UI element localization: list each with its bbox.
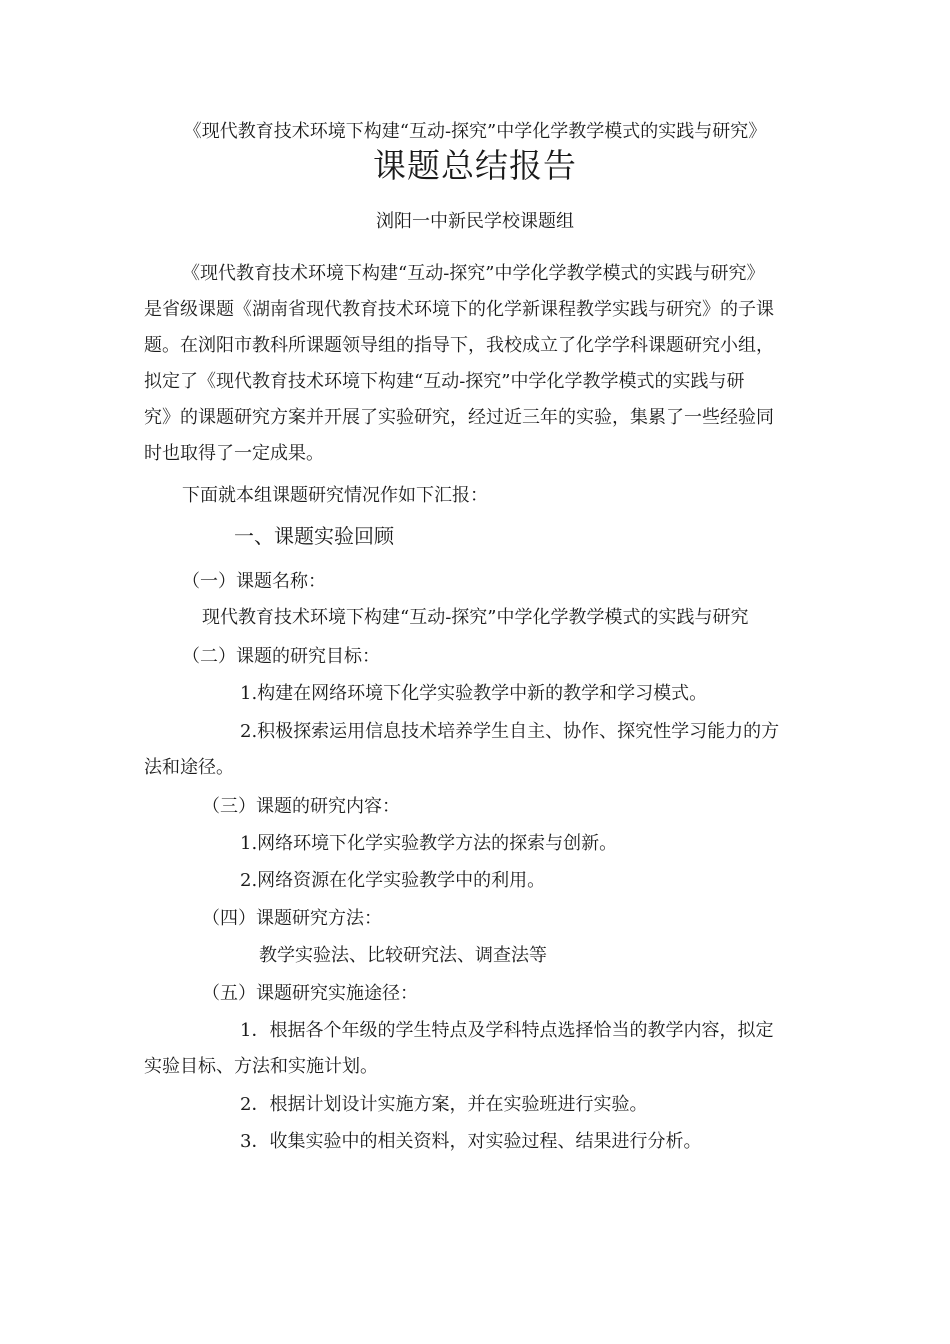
item-3-label: （三）课题的研究内容： (202, 796, 400, 817)
item-5-label: （五）课题研究实施途径： (202, 983, 418, 1004)
item-2-goal-1: 1.构建在网络环境下化学实验教学中新的教学和学习模式。 (240, 683, 708, 704)
item-5-step-1-line-1: 1．根据各个年级的学生特点及学科特点选择恰当的教学内容，拟定 (240, 1020, 774, 1041)
item-5-step-1-line-2: 实验目标、方法和实施计划。 (144, 1056, 378, 1077)
intro-line-2: 是省级课题《湖南省现代教育技术环境下的化学新课程教学实践与研究》的子课 (144, 299, 774, 320)
item-2-goal-2-line-1: 2.积极探索运用信息技术培养学生自主、协作、探究性学习能力的方 (240, 721, 780, 742)
item-5-step-2: 2．根据计划设计实施方案，并在实验班进行实验。 (240, 1094, 648, 1115)
item-3-content-1: 1.网络环境下化学实验教学方法的探索与创新。 (240, 833, 618, 854)
intro-line-4: 拟定了《现代教育技术环境下构建“互动-探究”中学化学教学模式的实践与研 (144, 371, 745, 392)
section-1-heading: 一、课题实验回顾 (234, 524, 394, 548)
item-5-step-3: 3．收集实验中的相关资料，对实验过程、结果进行分析。 (240, 1131, 702, 1152)
item-4-label: （四）课题研究方法： (202, 908, 382, 929)
item-4-value: 教学实验法、比较研究法、调查法等 (259, 945, 547, 966)
item-1-label: （一）课题名称： (182, 571, 326, 592)
item-3-content-2: 2.网络资源在化学实验教学中的利用。 (240, 870, 546, 891)
intro-line-1: 《现代教育技术环境下构建“互动-探究”中学化学教学模式的实践与研究》 (182, 263, 765, 284)
intro-line-3: 题。在浏阳市教科所课题领导组的指导下，我校成立了化学学科课题研究小组， (144, 335, 774, 356)
report-title: 课题总结报告 (373, 146, 577, 185)
intro-line-6: 时也取得了一定成果。 (144, 443, 324, 464)
item-2-label: （二）课题的研究目标： (182, 646, 380, 667)
item-2-goal-2-line-2: 法和途径。 (144, 757, 234, 778)
item-1-value: 现代教育技术环境下构建“互动-探究”中学化学教学模式的实践与研究 (202, 607, 749, 628)
report-subtitle: 《现代教育技术环境下构建“互动-探究”中学化学教学模式的实践与研究》 (183, 121, 767, 142)
report-author: 浏阳一中新民学校课题组 (376, 211, 574, 232)
intro-line-5: 究》的课题研究方案并开展了实验研究，经过近三年的实验，集累了一些经验同 (144, 407, 774, 428)
report-intro: 下面就本组课题研究情况作如下汇报： (182, 485, 488, 506)
